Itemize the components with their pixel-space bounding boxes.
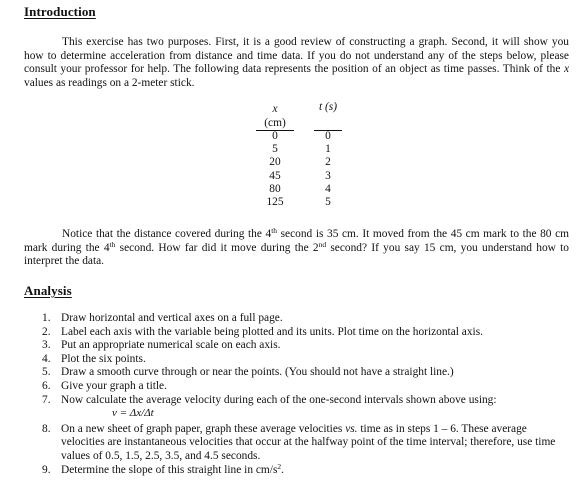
- introduction-paragraph: [24, 36, 569, 90]
- notice-text-2: second is 35 cm. It moved from the 45 cm mark to the 80 cm mark during the 4: [24, 228, 570, 254]
- x-value-cell: 0: [272, 130, 278, 142]
- t-value-cell: 4: [325, 182, 331, 195]
- analysis-list: [24, 312, 569, 477]
- list-text: time as in steps 1 – 6. These average velocities are instantaneous velocities that occur at the halfway point of the time interval; therefore, use time values of 0.5, 1.5, 2.5, 3.5, and 4.5 seconds.: [61, 422, 556, 462]
- position-time-table: [254, 101, 344, 216]
- list-number: 9.: [42, 463, 51, 476]
- x-value-cell: 80: [269, 182, 281, 195]
- notice-sup-1: th: [271, 226, 278, 235]
- list-item: [24, 380, 569, 394]
- t-symbol: t: [318, 101, 323, 113]
- list-text: Put an appropriate numerical scale on each axis.: [61, 339, 281, 352]
- t-column-header: [312, 101, 344, 115]
- x-column-values: [254, 130, 296, 209]
- analysis-heading: Analysis: [24, 283, 72, 298]
- notice-paragraph: [24, 228, 569, 269]
- t-value-cell: 3: [325, 169, 331, 182]
- x-value-cell: 20: [269, 156, 281, 169]
- x-value-cell: 45: [269, 169, 281, 182]
- list-item: [24, 326, 569, 340]
- list-text: Draw a smooth curve through or near the points. (You should not have a straight line.): [61, 366, 454, 379]
- list-number: 5.: [42, 366, 51, 379]
- notice-text-1: Notice that the distance covered during the 4: [62, 228, 272, 240]
- intro-text-start: This exercise has two purposes. First, it is a good review of constructing a graph. Second, it will show you how to determine acceleration from distance and time data. If you do not understand any of the steps below, please consult your professor for help. The following data represents the position of an object as time passes. Think of the: [24, 36, 569, 76]
- x-value-cell: 5: [272, 143, 278, 156]
- notice-sup-2: th: [109, 239, 116, 249]
- t-column-values: [312, 130, 344, 209]
- list-number: 2.: [42, 325, 51, 338]
- list-text-vs: vs.: [345, 422, 358, 435]
- list-number: 4.: [42, 352, 51, 365]
- notice-text-4: second? If you say 15 cm, you understand how to interpret the data.: [24, 241, 569, 268]
- list-item: [24, 312, 569, 326]
- t-value-cell: 5: [325, 195, 331, 208]
- list-number: 3.: [42, 339, 51, 352]
- t-value-cell: 2: [325, 156, 331, 169]
- list-text: Draw horizontal and vertical axes on a full page.: [61, 312, 283, 324]
- list-number: 6.: [42, 379, 51, 392]
- list-number: 1.: [42, 312, 51, 324]
- list-text: Give your graph a title.: [61, 379, 167, 392]
- x-value-cell: 125: [266, 195, 284, 208]
- t-value-cell: 0: [325, 130, 331, 142]
- list-item: [24, 423, 569, 464]
- list-text: .: [281, 463, 284, 476]
- list-number: 8.: [42, 422, 51, 435]
- velocity-formula: v = Δx/Δt: [112, 407, 154, 420]
- x-column-header: x: [272, 103, 278, 115]
- list-number: 7.: [42, 393, 51, 406]
- t-value-cell: 1: [325, 143, 331, 156]
- list-item: [24, 461, 569, 478]
- notice-sup-3: nd: [318, 239, 327, 249]
- list-text: Label each axis with the variable being plotted and its units. Plot time on the horizontal axis.: [61, 325, 483, 338]
- x-column-unit: (cm): [264, 117, 286, 129]
- list-text-sup: 2: [277, 461, 282, 471]
- list-text: Now calculate the average velocity during each of the one-second intervals shown above using:: [61, 393, 497, 406]
- introduction-heading: Introduction: [24, 4, 96, 19]
- list-item: [24, 339, 569, 353]
- list-item: [24, 394, 569, 408]
- t-unit: (s): [322, 101, 338, 113]
- list-item: [24, 366, 569, 380]
- notice-text-3: second. How far did it move during the 2: [115, 241, 319, 254]
- list-text: Plot the six points.: [61, 352, 146, 365]
- list-text: On a new sheet of graph paper, graph these average velocities: [61, 422, 346, 435]
- list-text: Determine the slope of this straight line in cm/s: [61, 463, 278, 476]
- list-item: [24, 353, 569, 367]
- intro-variable-x: x: [563, 63, 569, 76]
- intro-text-end: values as readings on a 2-meter stick.: [24, 76, 195, 89]
